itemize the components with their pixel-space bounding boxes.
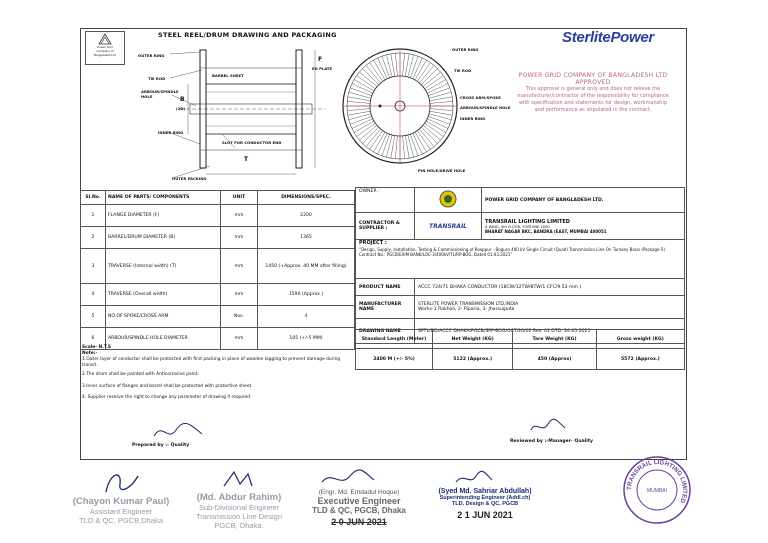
page-title: STEEL REEL/DRUM DRAWING AND PACKAGING <box>158 31 337 39</box>
flange-rib <box>382 56 390 78</box>
logo-text-3: Bangladesh Ltd <box>94 53 116 57</box>
flange-rib <box>428 88 450 96</box>
approval-heading-2: APPROVED <box>575 79 611 86</box>
cell-slno: 3 <box>81 249 106 284</box>
owner-label: OWNER : <box>356 188 415 213</box>
cell-slno: 2 <box>81 227 106 249</box>
flange-rib <box>395 53 397 76</box>
signatory-2-line1: Sub-Divisional Engineer <box>198 503 280 512</box>
table-row <box>81 205 355 227</box>
flange-rib <box>347 101 370 103</box>
label-tie-rod-right: TIE ROD <box>454 68 472 73</box>
label-arbour-left: ARBOUR/SPINDLE HOLE <box>141 89 179 99</box>
signatory-2-line3: PGCB, Dhaka. <box>214 521 264 530</box>
cell-slno: 1 <box>81 205 106 227</box>
prepared-by: Prepared by :- Quality <box>132 443 190 448</box>
cell-name: TRAVERSE (Overall width) <box>106 284 221 306</box>
cell-unit: mm <box>221 205 258 227</box>
cell-unit: mm <box>221 328 258 350</box>
table-row <box>81 306 355 328</box>
cell-name: NO.OF SPOKE/CROSS ARM <box>106 306 221 328</box>
note-item: 1.Outer layer of conductor shall be protected with first packing in place of wooden lagging to prevent damage during transit. <box>82 357 341 368</box>
cell-spec: 1365 <box>258 227 355 249</box>
label-pin-hole: PIN HOLE/DRIVE HOLE <box>418 168 466 173</box>
note-item: 4. Supplier reserve the right to change any parameter of drawing if required. <box>82 395 252 400</box>
cell-name: ARBOUR/SPINDLE HOLE DIAMETER <box>106 328 221 350</box>
col-slno: Sl.No. <box>81 191 106 205</box>
signatory-3-line2: TLD & QC, PGCB, Dhaka <box>312 506 406 515</box>
approval-body: This approval is general only and does not relieve the manufacturer/contractor of the responsibility for compliance with specification and statements for design, workmanship and performance as stipulated in the contract. <box>517 86 669 113</box>
manufacturer-cell <box>415 296 685 319</box>
cell-spec: 105 (+/-5 MM) <box>258 328 355 350</box>
flange-rib <box>382 134 390 156</box>
note-item: 2.The drum shall be painted with Anticorrosive paint. <box>82 372 199 377</box>
label-inner-ring-left: INNER RING <box>158 130 184 135</box>
parts-table <box>80 190 355 350</box>
weight-h-tare: Tare Weight (KG) <box>513 330 596 349</box>
notes-heading: Note:- <box>82 351 98 356</box>
cell-spec: 1450 (+Approx. 40 MM after filling) <box>258 249 355 284</box>
weight-table <box>355 329 685 370</box>
product-label: PRODUCT NAME <box>356 279 415 296</box>
parts-table-header <box>81 191 355 205</box>
project-cell <box>356 240 685 279</box>
label-ed-plate: ED PLATE <box>312 66 333 71</box>
table-row <box>81 227 355 249</box>
flange-rib <box>430 109 453 111</box>
flange-rib <box>403 136 405 159</box>
flange-rib <box>403 53 405 76</box>
label-arbour-right: ARBOUR/SPINDLE HOLE <box>460 105 511 110</box>
signature-4 <box>454 470 494 488</box>
label-arbour-dim: (2D) <box>176 106 186 111</box>
contractor-name: TRANSRAIL LIGHTING LIMITED <box>485 218 570 225</box>
table-row <box>81 249 355 284</box>
signatory-2-name: (Md. Abdur Rahim) <box>196 492 282 503</box>
logo-text-2: Company of <box>96 49 114 53</box>
manufacturer-addr: Works-1 Rakholi, 2- Piparia, 3- Jharsuguda <box>418 307 515 312</box>
label-f: F <box>318 56 323 63</box>
drawing-value: SPTL/DD/ACCC DHAKA/PGCB/SPP-BOG/OCT/20/02 Rev. 01 DTD. 24.05.2021 <box>415 319 685 344</box>
owner-value: POWER GRID COMPANY OF BANGLADESH LTD. <box>482 188 685 213</box>
cell-name: TRAVERSE (Internal width) (T) <box>106 249 221 284</box>
flange-rib <box>350 116 372 124</box>
product-row <box>356 279 685 296</box>
cell-spec: 4 <box>258 306 355 328</box>
cell-name: FLANGE DIAMETER (F) <box>106 205 221 227</box>
label-b: B <box>180 96 185 103</box>
note-item: 3.Inner surface of flanges and barrel shall be protected with protective sheet. <box>82 384 253 389</box>
signatory-3 <box>300 488 418 527</box>
drum-side-view <box>130 40 340 185</box>
cell-spec: 1590 (Approx.) <box>258 284 355 306</box>
company-seal <box>622 455 692 525</box>
project-label: PROJECT : <box>359 240 387 246</box>
label-slot: SLOT FOR CONDUCTOR END <box>222 140 282 145</box>
flange-rib <box>395 136 397 159</box>
prepared-signature <box>150 420 210 442</box>
drawing-label: DRAWING NAME <box>356 319 415 344</box>
cell-slno: 6 <box>81 328 106 350</box>
notes-block <box>82 345 347 401</box>
product-value: ACCC 724/71 DHAKA CONDUCTOR (18CW/12TW/8TW/1 CFC/9.53 mm ) <box>415 279 685 296</box>
contractor-addr2: BHARAT NAGAR BKC, BANDRA (EAST, MUMBAI 400051 <box>485 228 607 234</box>
weight-length: 2400 M (+/- 5%) <box>356 349 433 370</box>
pgcb-emblem-icon <box>97 33 113 45</box>
cell-unit: mm <box>221 284 258 306</box>
cell-slno: 5 <box>81 306 106 328</box>
label-outer-ring-left: OUTER RING <box>138 53 165 58</box>
col-name: NAME OF PARTS/ COMPONENTS <box>106 191 221 205</box>
signatory-4-line2: TLD, Design & QC, PGCB <box>451 501 519 507</box>
label-barrel-sheet: BARREL SHEET <box>212 73 244 78</box>
weight-header-row <box>356 330 685 349</box>
cell-unit: Nos. <box>221 306 258 328</box>
signatory-1-name: (Chayon Kumar Paul) <box>72 496 170 507</box>
signatory-3-line1: Executive Engineer <box>317 496 401 506</box>
col-unit: UNIT <box>221 191 258 205</box>
signatory-1-line1: Assistant Engineer <box>89 507 153 516</box>
label-outer-ring-right: OUTER RING <box>452 47 479 52</box>
signatory-4-date: 2 1 JUN 2021 <box>457 510 513 520</box>
brand-logo: SterlitePower <box>562 29 654 46</box>
manufacturer-label: MANUFACTURER NAME <box>356 296 415 319</box>
pgcb-logo <box>85 31 125 65</box>
table-row <box>81 284 355 306</box>
signatory-3-date: 2 0 JUN 2021 <box>331 517 387 527</box>
approval-heading-1: POWER GRID COMPANY OF BANGLADESH LTD <box>518 72 668 79</box>
contractor-logo: TRANSRAIL <box>415 213 482 240</box>
signature-1 <box>100 468 144 498</box>
contractor-details <box>482 213 685 240</box>
weight-gross: 5572 (Approx.) <box>596 349 684 370</box>
label-inner-ring-right: INNER RING <box>460 116 486 121</box>
cell-slno: 4 <box>81 284 106 306</box>
reviewed-signature <box>528 416 568 436</box>
contractor-addr1: A WING, 5th FLOOR, FORTUNE 2000 <box>485 224 550 229</box>
drum-front-view <box>340 42 460 172</box>
owner-seal-icon <box>439 190 457 208</box>
contractor-label: CONTRACTOR & SUPPLIER : <box>356 213 415 240</box>
weight-tare: 450 (Approx) <box>513 349 596 370</box>
logo-text-1: Power Grid <box>97 45 113 49</box>
cell-name: BARREL/DRUM DIAMETER (B) <box>106 227 221 249</box>
signatory-4-line1: Superintending Engineer (Addl.ch) <box>439 495 531 501</box>
seal-text: TRANSRAIL LIGHTING LIMITED <box>625 458 689 504</box>
approval-stamp <box>516 72 670 134</box>
reviewed-by: Reviewed by :-Manager- Quality <box>510 439 594 444</box>
signatory-1-line2: TLD & QC, PGCB,Dhaka <box>79 516 163 525</box>
signatory-2 <box>180 492 298 530</box>
contract-no: Contract No.: PGCB/EXIM BANK/LOC-3/400kV/TL/RP-BOG, Dated 01.03.2021" <box>359 252 513 257</box>
manufacturer-row <box>356 296 685 319</box>
label-t: T <box>244 156 249 163</box>
owner-row <box>356 188 685 213</box>
weight-h-length: Standard Length (Meter) <box>356 330 433 349</box>
signature-3 <box>320 468 376 488</box>
project-row <box>356 240 685 279</box>
weight-h-gross: Gross weight (KG) <box>596 330 684 349</box>
info-table <box>355 187 685 344</box>
manufacturer-value: STERLITE POWER TRANSMISSION LTD,INDIA <box>418 302 519 307</box>
col-spec: DIMENSIONS/SPEC. <box>258 191 355 205</box>
cell-spec: 2200 <box>258 205 355 227</box>
signatory-4-name: (Syed Md. Sahriar Abdullah) <box>438 488 532 495</box>
signatory-1 <box>62 496 180 525</box>
signatory-3-name: (Engr. Md. Emdadul Hoque) <box>318 489 400 496</box>
cell-unit: mm <box>221 227 258 249</box>
contractor-row <box>356 213 685 240</box>
weight-net: 5122 (Approx.) <box>433 349 513 370</box>
owner-logo-cell <box>415 188 482 213</box>
signatory-4 <box>420 488 550 520</box>
flange-rib <box>428 116 450 124</box>
label-tie-rod-left: TIE ROD <box>148 76 166 81</box>
flange-rib <box>410 56 418 78</box>
flange-rib <box>410 134 418 156</box>
project-text: "Design, Supply, Installation, Testing & Commissioning of Rooppur - Bogura 400 kV Single Circuit (Quad) Transmission Line On Turnkey Basis (Package-5) <box>359 246 666 252</box>
label-outer-packing: OUTER PACKING <box>172 176 207 181</box>
seal-city: MUMBAI <box>647 488 667 494</box>
signatory-2-line2: Transmission Line Design <box>195 512 282 521</box>
signature-2 <box>220 468 256 490</box>
weight-value-row <box>356 349 685 370</box>
flange-rib <box>350 88 372 96</box>
flange-rib <box>347 109 370 111</box>
flange-rib <box>430 101 453 103</box>
scale-text: Scale- N.T.S <box>82 345 112 350</box>
cell-unit: mm <box>221 249 258 284</box>
weight-h-net: Net Weight (KG) <box>433 330 513 349</box>
label-cross-arm: CROSS ARM/SPOKE <box>460 95 501 100</box>
